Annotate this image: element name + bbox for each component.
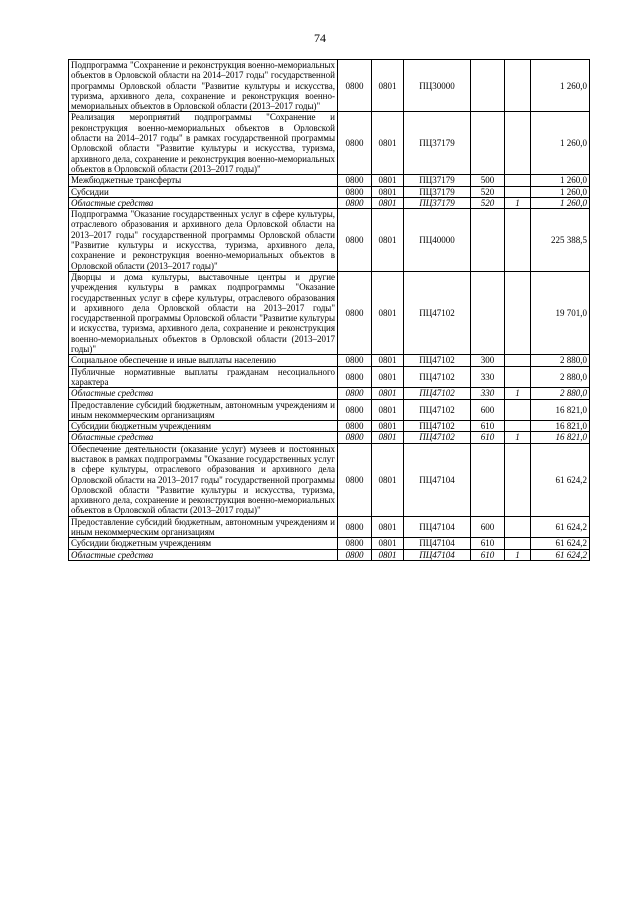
- amount-cell: 2 880,0: [531, 366, 590, 388]
- source-code-cell: 1: [505, 197, 531, 208]
- table-row: [69, 355, 590, 366]
- subsection-code-cell: 0801: [372, 421, 404, 432]
- subsection-code-cell: 0801: [372, 516, 404, 538]
- expense-type-cell: [471, 443, 505, 516]
- target-article-cell: ПЦ47104: [404, 538, 471, 549]
- subsection-code-cell: 0801: [372, 443, 404, 516]
- source-code-cell: [505, 516, 531, 538]
- amount-cell: 61 624,2: [531, 538, 590, 549]
- table-row: [69, 421, 590, 432]
- amount-cell: 61 624,2: [531, 443, 590, 516]
- expense-type-cell: 520: [471, 186, 505, 197]
- target-article-cell: ПЦ47102: [404, 271, 471, 354]
- source-code-cell: [505, 443, 531, 516]
- row-name-cell: Подпрограмма "Сохранение и реконструкция военно-мемориальных объектов в Орловской области на 2014–2017 годы" государственной программы Орловской области "Развитие культуры и искусства, туризма, архивного дела, сохранение и реконструкция военно-мемориальных объектов в Орловской области (2013–2017 годы)": [69, 60, 338, 112]
- amount-cell: 2 880,0: [531, 388, 590, 399]
- expense-type-cell: [471, 209, 505, 272]
- subsection-code-cell: 0801: [372, 432, 404, 443]
- table-row: [69, 516, 590, 538]
- table-row: [69, 366, 590, 388]
- row-name-cell: Обеспечение деятельности (оказание услуг) музеев и постоянных выставок в рамках подпрограммы "Оказание государственных услуг в сфере культуры, отраслевого образования и архивного дела Орловской области на 2013–2017 годы" государственной программы Орловской области "Развитие культуры и искусства, туризма, архивного дела, сохранение и реконструкция военно-мемориальных объектов в Орловской области (2013–2017 годы)": [69, 443, 338, 516]
- section-code-cell: 0800: [338, 209, 372, 272]
- section-code-cell: 0800: [338, 538, 372, 549]
- amount-cell: 16 821,0: [531, 421, 590, 432]
- row-name-cell: Предоставление субсидий бюджетным, автономным учреждениям и иным некоммерческим организациям: [69, 516, 338, 538]
- row-name-cell: Областные средства: [69, 197, 338, 208]
- target-article-cell: ПЦ47104: [404, 516, 471, 538]
- section-code-cell: 0800: [338, 112, 372, 175]
- source-code-cell: [505, 60, 531, 112]
- source-code-cell: [505, 186, 531, 197]
- source-code-cell: [505, 209, 531, 272]
- table-row: [69, 197, 590, 208]
- source-code-cell: [505, 538, 531, 549]
- source-code-cell: [505, 112, 531, 175]
- row-name-cell: Субсидии бюджетным учреждениям: [69, 538, 338, 549]
- target-article-cell: ПЦ37179: [404, 186, 471, 197]
- amount-cell: 2 880,0: [531, 355, 590, 366]
- subsection-code-cell: 0801: [372, 209, 404, 272]
- table-row: [69, 388, 590, 399]
- amount-cell: 1 260,0: [531, 60, 590, 112]
- row-name-cell: Субсидии бюджетным учреждениям: [69, 421, 338, 432]
- row-name-cell: Межбюджетные трансферты: [69, 175, 338, 186]
- expense-type-cell: [471, 60, 505, 112]
- amount-cell: 1 260,0: [531, 197, 590, 208]
- source-code-cell: [505, 399, 531, 421]
- subsection-code-cell: 0801: [372, 175, 404, 186]
- section-code-cell: 0800: [338, 399, 372, 421]
- row-name-cell: Областные средства: [69, 388, 338, 399]
- section-code-cell: 0800: [338, 60, 372, 112]
- table-row: [69, 112, 590, 175]
- row-name-cell: Подпрограмма "Оказание государственных услуг в сфере культуры, отраслевого образования и архивного дела Орловской области на 2013–2017 годы" государственной программы Орловской области "Развитие культуры и искусства, туризма, архивного дела, сохранение и реконструкция военно-мемориальных объектов в Орловской области (2013–2017 годы)": [69, 209, 338, 272]
- table-row: [69, 209, 590, 272]
- expense-type-cell: 330: [471, 388, 505, 399]
- row-name-cell: Реализация мероприятий подпрограммы "Сохранение и реконструкция военно-мемориальных объектов в Орловской области на 2014–2017 годы" в рамках государственной программы Орловской области "Развитие культуры и искусства, туризма, архивного дела, сохранение и реконструкция военно-мемориальных объектов в Орловской области (2013–2017 годы)": [69, 112, 338, 175]
- section-code-cell: 0800: [338, 388, 372, 399]
- amount-cell: 1 260,0: [531, 186, 590, 197]
- subsection-code-cell: 0801: [372, 271, 404, 354]
- row-name-cell: Дворцы и дома культуры, выставочные центры и другие учреждения культуры в рамках подпрограммы "Оказание государственных услуг в сфере культуры, отраслевого образования и архивного дела Орловской области на 2013–2017 годы" государственной программы Орловской области "Развитие культуры и искусства, туризма, архивного дела, сохранение и реконструкция военно-мемориальных объектов в Орловской области (2013–2017 годы)": [69, 271, 338, 354]
- budget-table: [68, 59, 590, 561]
- target-article-cell: ПЦ47104: [404, 443, 471, 516]
- source-code-cell: [505, 175, 531, 186]
- expense-type-cell: 600: [471, 516, 505, 538]
- source-code-cell: [505, 271, 531, 354]
- row-name-cell: Областные средства: [69, 549, 338, 560]
- row-name-cell: Предоставление субсидий бюджетным, автономным учреждениям и иным некоммерческим организациям: [69, 399, 338, 421]
- source-code-cell: [505, 366, 531, 388]
- source-code-cell: 1: [505, 432, 531, 443]
- page-number: 74: [314, 31, 326, 45]
- expense-type-cell: 520: [471, 197, 505, 208]
- expense-type-cell: 610: [471, 538, 505, 549]
- target-article-cell: ПЦ37179: [404, 112, 471, 175]
- row-name-cell: Социальное обеспечение и иные выплаты населению: [69, 355, 338, 366]
- section-code-cell: 0800: [338, 355, 372, 366]
- subsection-code-cell: 0801: [372, 549, 404, 560]
- expense-type-cell: [471, 112, 505, 175]
- target-article-cell: ПЦ47102: [404, 399, 471, 421]
- subsection-code-cell: 0801: [372, 399, 404, 421]
- section-code-cell: 0800: [338, 271, 372, 354]
- target-article-cell: ПЦ47104: [404, 549, 471, 560]
- amount-cell: 225 388,5: [531, 209, 590, 272]
- table-row: [69, 271, 590, 354]
- target-article-cell: ПЦ40000: [404, 209, 471, 272]
- target-article-cell: ПЦ37179: [404, 175, 471, 186]
- target-article-cell: ПЦ47102: [404, 355, 471, 366]
- expense-type-cell: 610: [471, 421, 505, 432]
- amount-cell: 61 624,2: [531, 516, 590, 538]
- expense-type-cell: 610: [471, 432, 505, 443]
- source-code-cell: 1: [505, 388, 531, 399]
- table-row: [69, 60, 590, 112]
- table-row: [69, 443, 590, 516]
- amount-cell: 16 821,0: [531, 432, 590, 443]
- subsection-code-cell: 0801: [372, 186, 404, 197]
- table-row: [69, 538, 590, 549]
- source-code-cell: 1: [505, 549, 531, 560]
- expense-type-cell: 600: [471, 399, 505, 421]
- source-code-cell: [505, 355, 531, 366]
- section-code-cell: 0800: [338, 186, 372, 197]
- section-code-cell: 0800: [338, 421, 372, 432]
- subsection-code-cell: 0801: [372, 112, 404, 175]
- section-code-cell: 0800: [338, 516, 372, 538]
- amount-cell: 1 260,0: [531, 175, 590, 186]
- expense-type-cell: 500: [471, 175, 505, 186]
- section-code-cell: 0800: [338, 175, 372, 186]
- target-article-cell: ПЦ47102: [404, 388, 471, 399]
- amount-cell: 61 624,2: [531, 549, 590, 560]
- section-code-cell: 0800: [338, 432, 372, 443]
- subsection-code-cell: 0801: [372, 197, 404, 208]
- subsection-code-cell: 0801: [372, 60, 404, 112]
- expense-type-cell: 300: [471, 355, 505, 366]
- section-code-cell: 0800: [338, 443, 372, 516]
- section-code-cell: 0800: [338, 197, 372, 208]
- section-code-cell: 0800: [338, 549, 372, 560]
- amount-cell: 1 260,0: [531, 112, 590, 175]
- table-row: [69, 549, 590, 560]
- row-name-cell: Публичные нормативные выплаты гражданам несоциального характера: [69, 366, 338, 388]
- budget-table-body: [69, 60, 590, 561]
- expense-type-cell: [471, 271, 505, 354]
- target-article-cell: ПЦ47102: [404, 421, 471, 432]
- target-article-cell: ПЦ37179: [404, 197, 471, 208]
- source-code-cell: [505, 421, 531, 432]
- amount-cell: 19 701,0: [531, 271, 590, 354]
- table-row: [69, 399, 590, 421]
- amount-cell: 16 821,0: [531, 399, 590, 421]
- subsection-code-cell: 0801: [372, 355, 404, 366]
- row-name-cell: Субсидии: [69, 186, 338, 197]
- table-row: [69, 186, 590, 197]
- target-article-cell: ПЦ47102: [404, 366, 471, 388]
- table-row: [69, 432, 590, 443]
- subsection-code-cell: 0801: [372, 388, 404, 399]
- table-row: [69, 175, 590, 186]
- target-article-cell: ПЦ47102: [404, 432, 471, 443]
- target-article-cell: ПЦ30000: [404, 60, 471, 112]
- section-code-cell: 0800: [338, 366, 372, 388]
- expense-type-cell: 610: [471, 549, 505, 560]
- subsection-code-cell: 0801: [372, 366, 404, 388]
- expense-type-cell: 330: [471, 366, 505, 388]
- subsection-code-cell: 0801: [372, 538, 404, 549]
- row-name-cell: Областные средства: [69, 432, 338, 443]
